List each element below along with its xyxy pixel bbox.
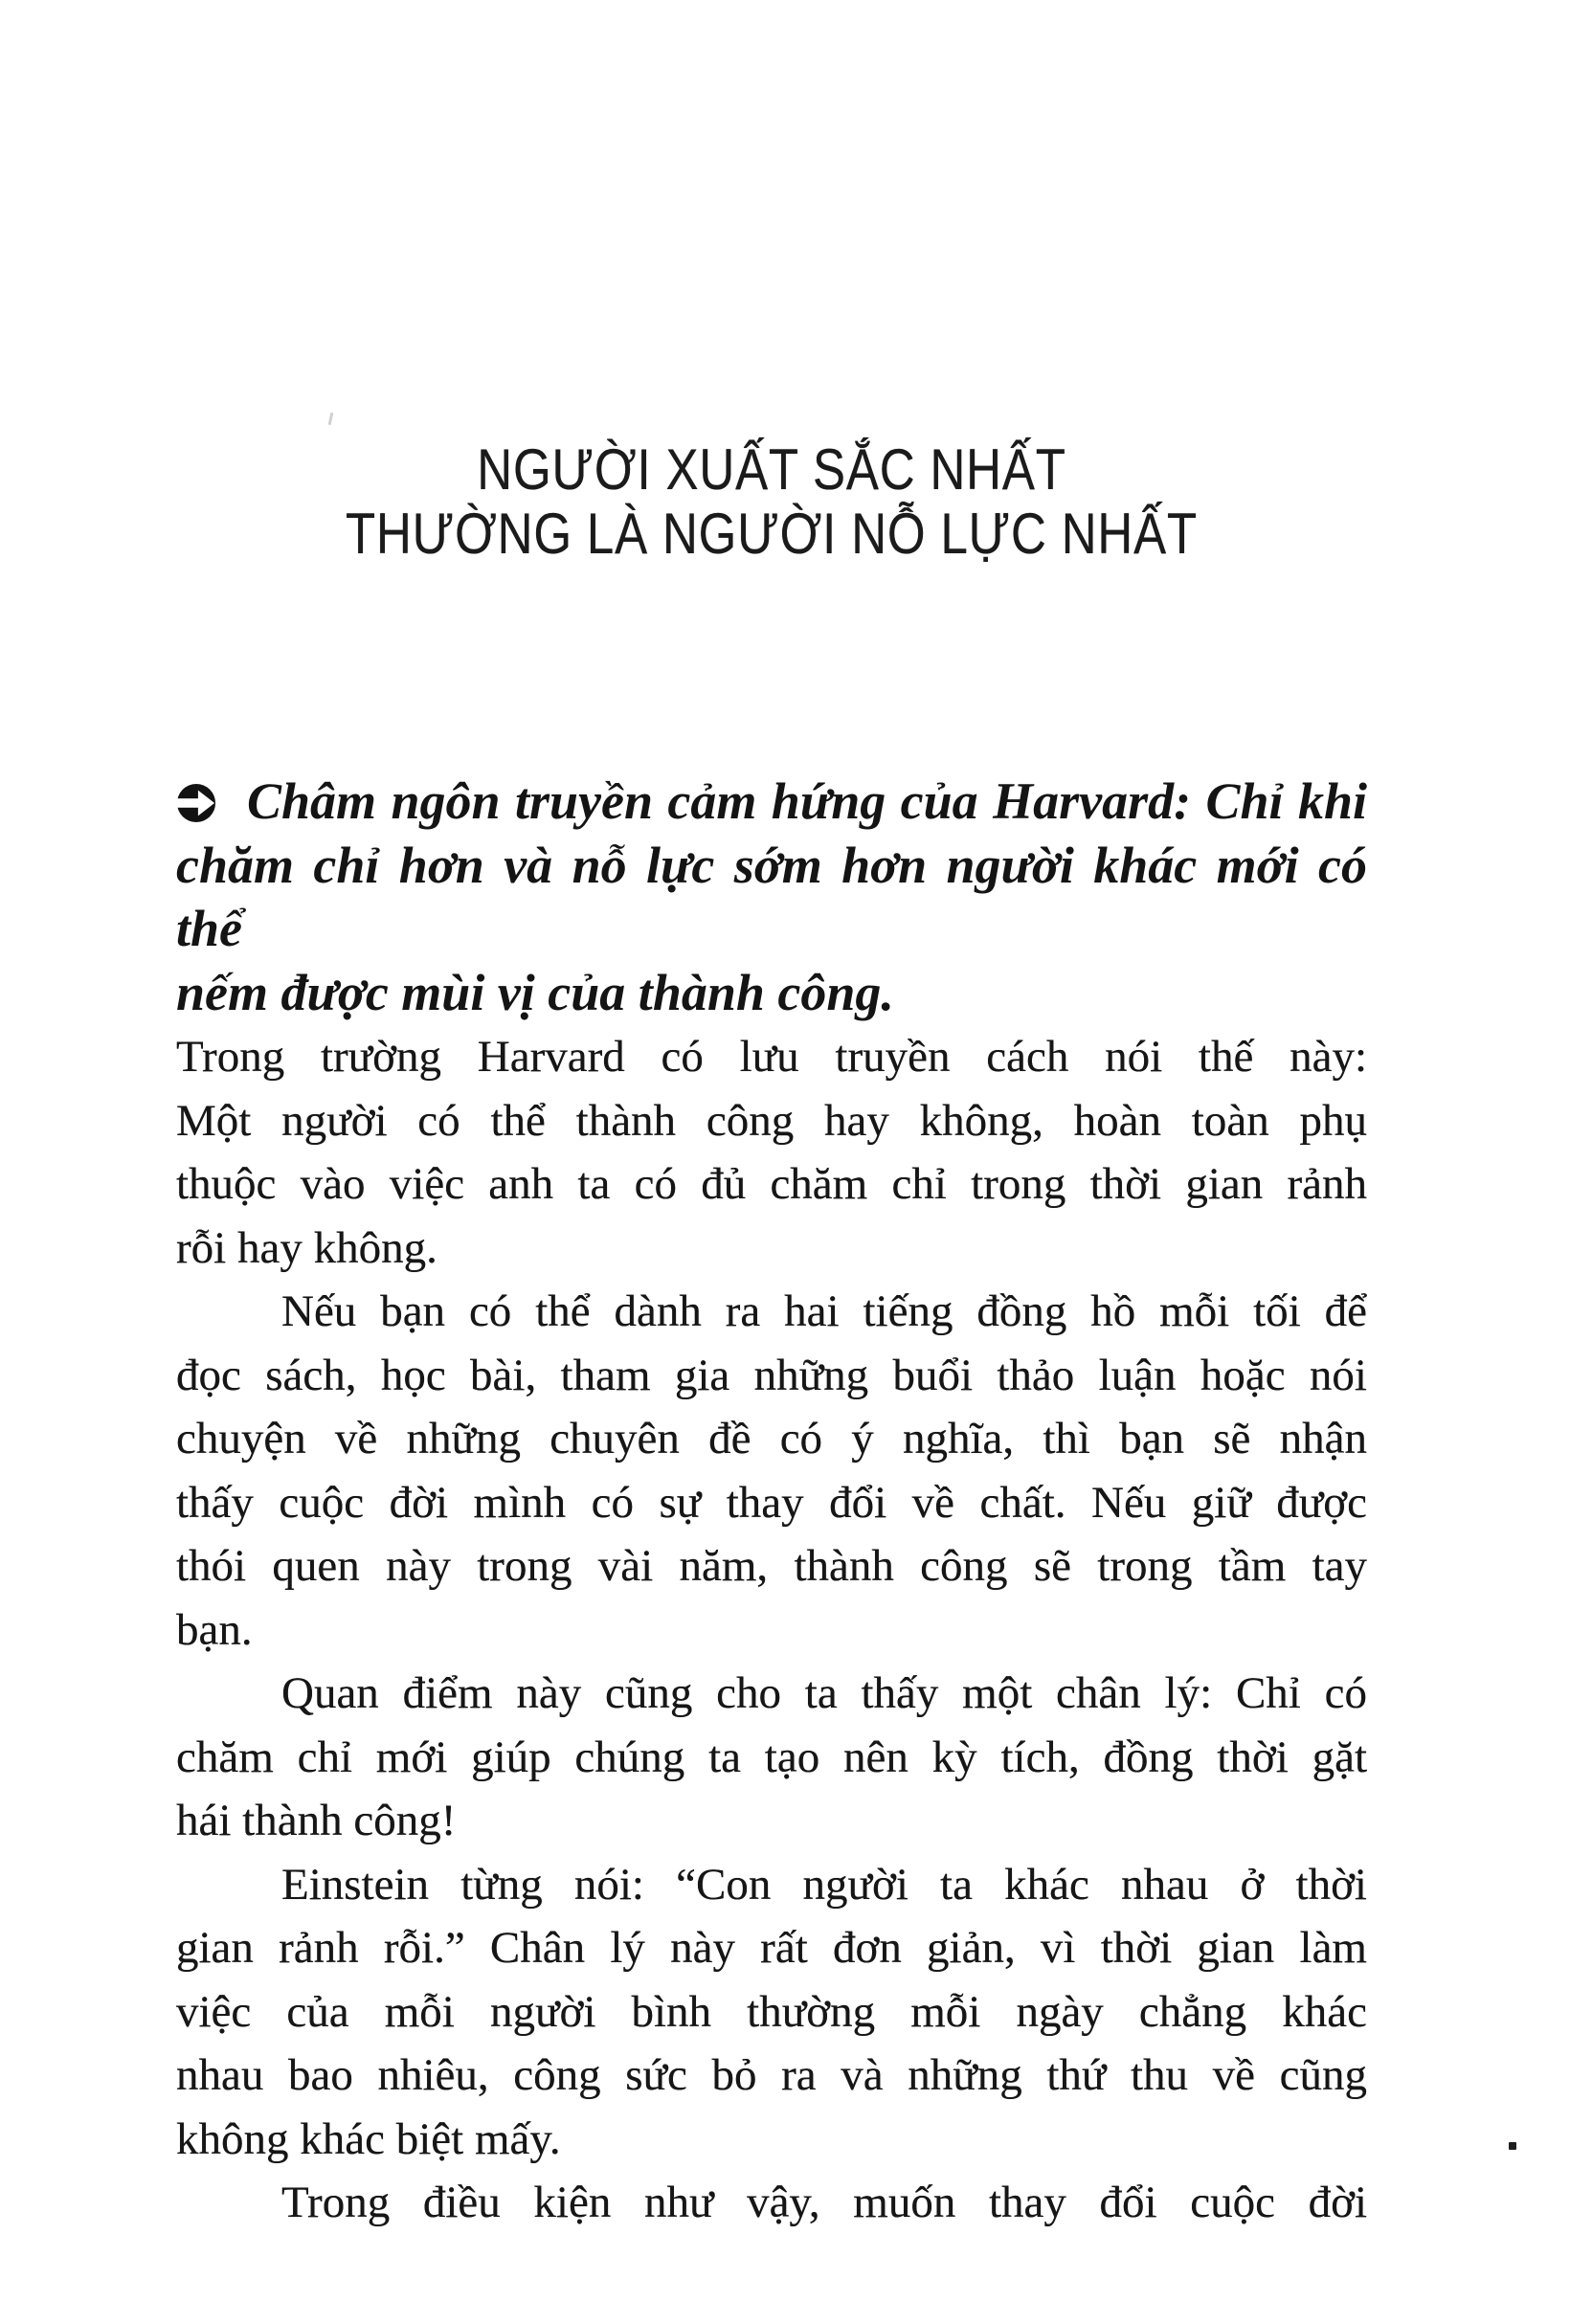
text-line: Một người có thể thành công hay không, hoàn toàn phụ — [176, 1095, 1367, 1146]
circled-right-arrow-icon — [176, 783, 216, 823]
text-line: Quan điểm này cũng cho ta thấy một chân lý: Chỉ có — [281, 1668, 1367, 1718]
text-line: nhau bao nhiêu, công sức bỏ ra và những thứ thu về cũng — [176, 2050, 1367, 2100]
quote-block — [176, 770, 1367, 1024]
scan-speck — [1509, 2142, 1516, 2150]
text-line: rỗi hay không. — [176, 1222, 437, 1273]
chapter-title — [265, 437, 1277, 566]
quote-line: Châm ngôn truyền cảm hứng của Harvard: Chỉ khi — [176, 770, 1367, 834]
chapter-title-line-1: NGƯỜI XUẤT SẮC NHẤT — [477, 437, 1066, 502]
text-line: Trong trường Harvard có lưu truyền cách nói thế này: — [176, 1032, 1367, 1082]
text-line: hái thành công! — [176, 1796, 457, 1845]
text-line: thấy cuộc đời mình có sự thay đổi về chất. Nếu giữ được — [176, 1477, 1367, 1528]
text-line: chăm chỉ mới giúp chúng ta tạo nên kỳ tích, đồng thời gặt — [176, 1732, 1367, 1782]
text-line: Trong điều kiện như vậy, muốn thay đổi cuộc đời — [281, 2178, 1367, 2227]
text-line: thuộc vào việc anh ta có đủ chăm chỉ trong thời gian rảnh — [176, 1159, 1367, 1209]
text-line: đọc sách, học bài, tham gia những buổi thảo luận hoặc nói — [176, 1350, 1367, 1400]
text-line: Nếu bạn có thể dành ra hai tiếng đồng hồ mỗi tối để — [281, 1286, 1367, 1336]
text-line: không khác biệt mấy. — [176, 2113, 561, 2164]
chapter-title-line-2: THƯỜNG LÀ NGƯỜI NỖ LỰC NHẤT — [346, 502, 1198, 566]
quote-line: nếm được mùi vị của thành công. — [176, 963, 894, 1021]
scan-artifact — [328, 413, 334, 425]
text-line: gian rảnh rỗi.” Chân lý này rất đơn giản, vì thời gian làm — [176, 1923, 1367, 1973]
text-line: chuyện về những chuyên đề có ý nghĩa, thì bạn sẽ nhận — [176, 1414, 1367, 1464]
body-text — [176, 1025, 1367, 2235]
text-line: bạn. — [176, 1604, 253, 1655]
quote-line: chăm chỉ hơn và nỗ lực sớm hơn người khác mới có thể — [176, 836, 1367, 957]
text-line: việc của mỗi người bình thường mỗi ngày chẳng khác — [176, 1986, 1367, 2037]
text-line: thói quen này trong vài năm, thành công sẽ trong tầm tay — [176, 1541, 1367, 1591]
text-line: Einstein từng nói: “Con người ta khác nhau ở thời — [281, 1859, 1367, 1910]
